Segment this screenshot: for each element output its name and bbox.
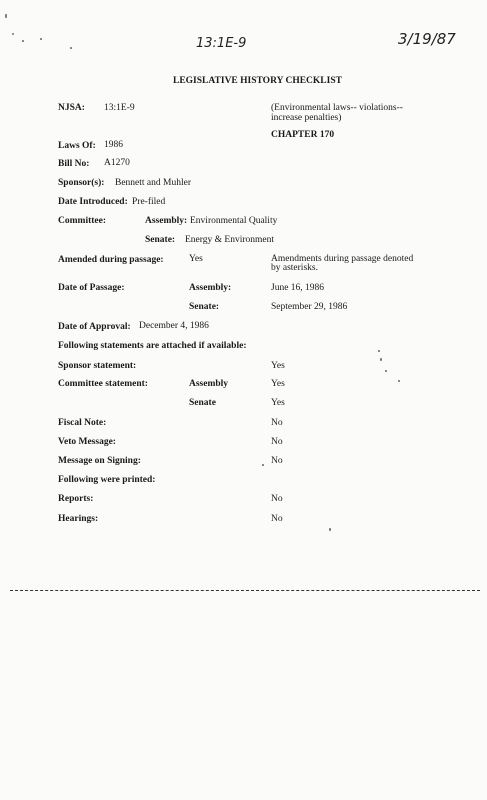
handwritten-code: 13:1E-9 <box>196 36 247 51</box>
statements-heading: Following statements are attached if available: <box>58 341 247 351</box>
statement-senate-value: Yes <box>271 398 285 408</box>
committee-assembly-label: Assembly: <box>145 216 188 226</box>
message-on-signing-label: Message on Signing: <box>58 456 141 466</box>
veto-message-value: No <box>271 437 283 447</box>
statement-assembly-value: Yes <box>271 379 285 389</box>
passage-senate-label: Senate: <box>189 302 220 312</box>
subject-line-2: increase penalties) <box>271 113 342 123</box>
statement-assembly-label: Assembly <box>189 379 229 389</box>
committee-label: Committee: <box>58 216 107 226</box>
date-introduced-value: Pre-filed <box>132 197 166 207</box>
reports-value: No <box>271 494 283 504</box>
fiscal-note-label: Fiscal Note: <box>58 418 107 428</box>
reports-label: Reports: <box>58 494 94 504</box>
fiscal-note-value: No <box>271 418 283 428</box>
date-of-approval-label: Date of Approval: <box>58 322 131 332</box>
njsa-label: NJSA: <box>58 103 85 113</box>
committee-statement-label: Committee statement: <box>58 379 148 389</box>
amended-note-line-2: by asterisks. <box>271 263 318 273</box>
dashed-separator <box>10 590 480 591</box>
message-on-signing-value: No <box>271 456 283 466</box>
amended-note-line-1: Amendments during passage denoted <box>271 254 414 264</box>
date-of-approval-value: December 4, 1986 <box>139 321 209 331</box>
passage-assembly-label: Assembly: <box>189 283 232 293</box>
chapter-label: CHAPTER 170 <box>271 130 335 140</box>
passage-senate-value: September 29, 1986 <box>271 302 348 312</box>
sponsor-statement-value: Yes <box>271 361 285 371</box>
sponsors-label: Sponsor(s): <box>58 178 105 188</box>
statement-senate-label: Senate <box>189 398 216 408</box>
bill-no-value: A1270 <box>104 158 130 168</box>
sponsor-statement-label: Sponsor statement: <box>58 361 137 371</box>
amended-value: Yes <box>189 254 203 264</box>
sponsors-value: Bennett and Muhler <box>115 178 191 188</box>
veto-message-label: Veto Message: <box>58 437 116 447</box>
laws-of-label: Laws Of: <box>58 141 96 151</box>
njsa-value: 13:1E-9 <box>104 103 135 113</box>
committee-senate-value: Energy & Environment <box>185 235 275 245</box>
date-of-passage-label: Date of Passage: <box>58 283 125 293</box>
committee-senate-label: Senate: <box>145 235 176 245</box>
hearings-label: Hearings: <box>58 514 99 524</box>
amended-label: Amended during passage: <box>58 255 164 265</box>
date-introduced-label: Date Introduced: <box>58 197 128 207</box>
committee-assembly-value: Environmental Quality <box>190 216 278 226</box>
handwritten-date: 3/19/87 <box>398 30 456 48</box>
hearings-value: No <box>271 514 283 524</box>
printed-heading: Following were printed: <box>58 475 156 485</box>
page-title: LEGISLATIVE HISTORY CHECKLIST <box>173 76 342 86</box>
passage-assembly-value: June 16, 1986 <box>271 283 325 293</box>
subject-line-1: (Environmental laws-- violations-- <box>271 103 403 113</box>
bill-no-label: Bill No: <box>58 159 90 169</box>
laws-of-value: 1986 <box>104 140 123 150</box>
